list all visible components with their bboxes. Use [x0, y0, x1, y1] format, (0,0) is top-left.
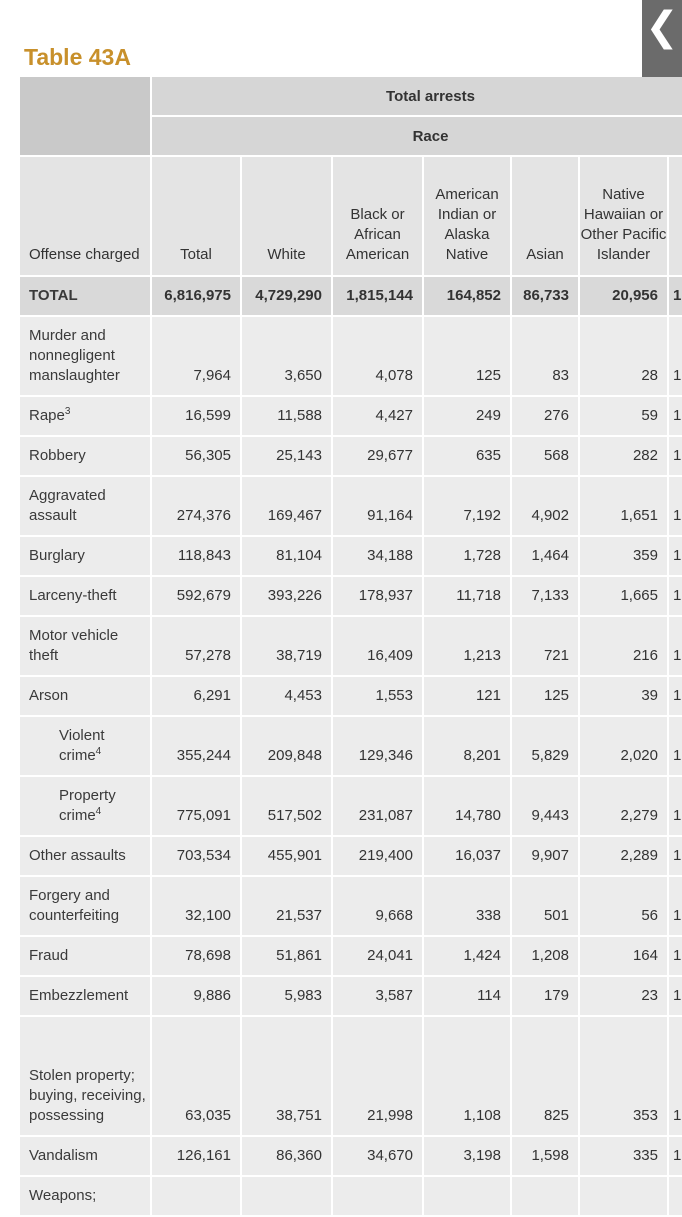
value-cell-amind: 125: [424, 317, 510, 395]
value-cell-extra: 1: [669, 677, 682, 715]
value-cell-asian: 179: [512, 977, 578, 1015]
value-cell-black: 34,188: [333, 537, 422, 575]
value-cell-extra: 1: [669, 717, 682, 775]
value-cell-nhopi: 1,651: [580, 477, 667, 535]
col-header-white: White: [242, 157, 331, 275]
value-cell-black: 178,937: [333, 577, 422, 615]
value-cell-nhopi: 59: [580, 397, 667, 435]
value-cell-total: 63,035: [152, 1017, 240, 1135]
value-cell-amind: 8,201: [424, 717, 510, 775]
value-cell-total: 592,679: [152, 577, 240, 615]
value-cell-white: 21,537: [242, 877, 331, 935]
value-cell-white: 11,588: [242, 397, 331, 435]
offense-label: Weapons;: [29, 1187, 97, 1204]
value-cell-white: 4,453: [242, 677, 331, 715]
value-cell-total: 703,534: [152, 837, 240, 875]
table-row: [20, 677, 682, 715]
value-cell-amind: [424, 1177, 510, 1215]
top-bar: [0, 0, 682, 40]
value-cell-black: 24,041: [333, 937, 422, 975]
value-cell-nhopi: 28: [580, 317, 667, 395]
value-cell-nhopi: 335: [580, 1137, 667, 1175]
value-cell-extra: 1: [669, 537, 682, 575]
value-cell-asian: 9,443: [512, 777, 578, 835]
value-cell-amind: 11,718: [424, 577, 510, 615]
footnote-marker: 3: [64, 406, 71, 417]
table-row: [20, 777, 682, 835]
offense-cell: [20, 1177, 150, 1215]
value-cell-nhopi: 1,665: [580, 577, 667, 615]
value-cell-total: 6,816,975: [152, 277, 240, 315]
offense-label: Burglary: [29, 547, 85, 564]
value-cell-black: 129,346: [333, 717, 422, 775]
value-cell-total: 274,376: [152, 477, 240, 535]
header-race: Race: [152, 117, 682, 155]
value-cell-nhopi: 2,279: [580, 777, 667, 835]
value-cell-asian: 568: [512, 437, 578, 475]
offense-cell: [20, 1137, 150, 1175]
value-cell-asian: 721: [512, 617, 578, 675]
value-cell-white: 209,848: [242, 717, 331, 775]
value-cell-nhopi: 164: [580, 937, 667, 975]
offense-label: TOTAL: [29, 287, 78, 304]
value-cell-extra: 1: [669, 837, 682, 875]
value-cell-nhopi: 39: [580, 677, 667, 715]
offense-cell: [20, 277, 150, 315]
table-row: [20, 877, 682, 935]
value-cell-total: 32,100: [152, 877, 240, 935]
value-cell-nhopi: 282: [580, 437, 667, 475]
value-cell-extra: 1: [669, 937, 682, 975]
value-cell-total: 126,161: [152, 1137, 240, 1175]
offense-cell: [20, 937, 150, 975]
value-cell-black: 1,815,144: [333, 277, 422, 315]
col-header-asian: Asian: [512, 157, 578, 275]
value-cell-amind: 1,728: [424, 537, 510, 575]
offense-label: Murder and nonnegligent manslaughter: [29, 327, 120, 384]
offense-label: Rape: [29, 407, 65, 424]
value-cell-total: 9,886: [152, 977, 240, 1015]
col-header-offense: Offense charged: [20, 157, 150, 275]
offense-cell: [20, 717, 150, 775]
value-cell-white: 81,104: [242, 537, 331, 575]
table-row: [20, 977, 682, 1015]
value-cell-extra: 1: [669, 477, 682, 535]
value-cell-extra: 1: [669, 1137, 682, 1175]
header-total-arrests: Total arrests: [152, 77, 682, 115]
table-row: [20, 577, 682, 615]
value-cell-amind: 14,780: [424, 777, 510, 835]
offense-label: Other assaults: [29, 847, 126, 864]
col-header-native-hawaiian: Native Hawaiian or Other Pacific Islander: [580, 157, 667, 275]
offense-cell: [20, 877, 150, 935]
value-cell-asian: 501: [512, 877, 578, 935]
offense-cell: [20, 477, 150, 535]
chevron-left-icon: ❮: [645, 4, 679, 50]
value-cell-black: 21,998: [333, 1017, 422, 1135]
table-row: [20, 477, 682, 535]
table-row: [20, 437, 682, 475]
value-cell-amind: 16,037: [424, 837, 510, 875]
value-cell-black: [333, 1177, 422, 1215]
value-cell-asian: 125: [512, 677, 578, 715]
offense-label: Property crime: [59, 787, 116, 824]
value-cell-total: 775,091: [152, 777, 240, 835]
table-row: [20, 397, 682, 435]
value-cell-extra: 1: [669, 977, 682, 1015]
page-title: Table 43A: [24, 44, 131, 70]
offense-label: Fraud: [29, 947, 69, 964]
value-cell-black: 219,400: [333, 837, 422, 875]
col-header-american-indian: American Indian or Alaska Native: [424, 157, 510, 275]
value-cell-amind: 338: [424, 877, 510, 935]
value-cell-extra: 1: [669, 277, 682, 315]
value-cell-amind: 1,424: [424, 937, 510, 975]
value-cell-asian: 1,464: [512, 537, 578, 575]
value-cell-asian: 7,133: [512, 577, 578, 615]
value-cell-asian: 276: [512, 397, 578, 435]
table-row: [20, 617, 682, 675]
table-row: [20, 537, 682, 575]
value-cell-amind: 1,108: [424, 1017, 510, 1135]
value-cell-extra: 1: [669, 577, 682, 615]
value-cell-white: 38,719: [242, 617, 331, 675]
value-cell-amind: 164,852: [424, 277, 510, 315]
value-cell-total: 56,305: [152, 437, 240, 475]
value-cell-white: 38,751: [242, 1017, 331, 1135]
table-row: [20, 1177, 682, 1215]
arrests-by-race-table: [18, 75, 682, 1217]
arrests-table-container[interactable]: [20, 77, 682, 1215]
value-cell-total: 78,698: [152, 937, 240, 975]
offense-cell: [20, 837, 150, 875]
value-cell-amind: 1,213: [424, 617, 510, 675]
offense-cell: [20, 677, 150, 715]
value-cell-extra: 1: [669, 437, 682, 475]
value-cell-total: 57,278: [152, 617, 240, 675]
value-cell-black: 9,668: [333, 877, 422, 935]
value-cell-nhopi: 20,956: [580, 277, 667, 315]
value-cell-black: 34,670: [333, 1137, 422, 1175]
offense-label: Embezzlement: [29, 987, 129, 1004]
value-cell-extra: 1: [669, 777, 682, 835]
value-cell-total: 118,843: [152, 537, 240, 575]
table-row: [20, 1017, 682, 1135]
value-cell-black: 231,087: [333, 777, 422, 835]
value-cell-white: 3,650: [242, 317, 331, 395]
value-cell-asian: 86,733: [512, 277, 578, 315]
value-cell-extra: 1: [669, 317, 682, 395]
value-cell-amind: 635: [424, 437, 510, 475]
offense-label: Aggravated assault: [29, 487, 106, 524]
value-cell-white: [242, 1177, 331, 1215]
value-cell-asian: 825: [512, 1017, 578, 1135]
value-cell-asian: 9,907: [512, 837, 578, 875]
value-cell-total: 355,244: [152, 717, 240, 775]
offense-label: Stolen property; buying, receiving, possessing: [29, 1067, 146, 1124]
table-row: [20, 937, 682, 975]
value-cell-black: 29,677: [333, 437, 422, 475]
value-cell-black: 3,587: [333, 977, 422, 1015]
offense-label: Vandalism: [29, 1147, 98, 1164]
offense-label: Motor vehicle theft: [29, 627, 119, 664]
header-corner: [20, 77, 150, 155]
table-row: [20, 837, 682, 875]
offense-label: Robbery: [29, 447, 86, 464]
value-cell-total: 7,964: [152, 317, 240, 395]
value-cell-extra: 1: [669, 397, 682, 435]
value-cell-nhopi: 353: [580, 1017, 667, 1135]
value-cell-white: 5,983: [242, 977, 331, 1015]
value-cell-black: 16,409: [333, 617, 422, 675]
value-cell-nhopi: [580, 1177, 667, 1215]
value-cell-nhopi: 216: [580, 617, 667, 675]
value-cell-asian: [512, 1177, 578, 1215]
value-cell-asian: 1,598: [512, 1137, 578, 1175]
value-cell-amind: 7,192: [424, 477, 510, 535]
value-cell-white: 4,729,290: [242, 277, 331, 315]
col-header-total: Total: [152, 157, 240, 275]
footnote-marker: 4: [95, 746, 102, 757]
offense-label: Forgery and counterfeiting: [29, 887, 120, 924]
value-cell-nhopi: 23: [580, 977, 667, 1015]
value-cell-asian: 83: [512, 317, 578, 395]
value-cell-nhopi: 56: [580, 877, 667, 935]
table-row: [20, 1137, 682, 1175]
value-cell-black: 4,427: [333, 397, 422, 435]
value-cell-nhopi: 359: [580, 537, 667, 575]
footnote-marker: 4: [95, 806, 102, 817]
value-cell-white: 51,861: [242, 937, 331, 975]
table-row: [20, 277, 682, 315]
value-cell-total: 6,291: [152, 677, 240, 715]
offense-cell: [20, 617, 150, 675]
value-cell-extra: 1: [669, 617, 682, 675]
value-cell-black: 91,164: [333, 477, 422, 535]
value-cell-extra: 1: [669, 877, 682, 935]
offense-cell: [20, 977, 150, 1015]
value-cell-black: 1,553: [333, 677, 422, 715]
col-header-black: Black or African American: [333, 157, 422, 275]
value-cell-nhopi: 2,020: [580, 717, 667, 775]
offense-cell: [20, 777, 150, 835]
offense-cell: [20, 317, 150, 395]
offense-cell: [20, 397, 150, 435]
value-cell-white: 455,901: [242, 837, 331, 875]
value-cell-white: 169,467: [242, 477, 331, 535]
table-body: [20, 277, 682, 1215]
value-cell-total: 16,599: [152, 397, 240, 435]
offense-cell: [20, 577, 150, 615]
table-row: [20, 317, 682, 395]
value-cell-nhopi: 2,289: [580, 837, 667, 875]
value-cell-white: 25,143: [242, 437, 331, 475]
offense-label: Arson: [29, 687, 69, 704]
value-cell-white: 86,360: [242, 1137, 331, 1175]
value-cell-extra: [669, 1177, 682, 1215]
value-cell-asian: 4,902: [512, 477, 578, 535]
offense-cell: [20, 537, 150, 575]
offense-label: Violent crime: [59, 727, 105, 764]
value-cell-asian: 1,208: [512, 937, 578, 975]
value-cell-amind: 121: [424, 677, 510, 715]
offense-label: Larceny-theft: [29, 587, 117, 604]
value-cell-white: 393,226: [242, 577, 331, 615]
value-cell-total: [152, 1177, 240, 1215]
value-cell-extra: 1: [669, 1017, 682, 1135]
value-cell-black: 4,078: [333, 317, 422, 395]
offense-cell: [20, 437, 150, 475]
value-cell-amind: 114: [424, 977, 510, 1015]
table-row: [20, 717, 682, 775]
offense-cell: [20, 1017, 150, 1135]
value-cell-white: 517,502: [242, 777, 331, 835]
col-header-cutoff: [669, 157, 682, 275]
value-cell-amind: 249: [424, 397, 510, 435]
value-cell-asian: 5,829: [512, 717, 578, 775]
value-cell-amind: 3,198: [424, 1137, 510, 1175]
